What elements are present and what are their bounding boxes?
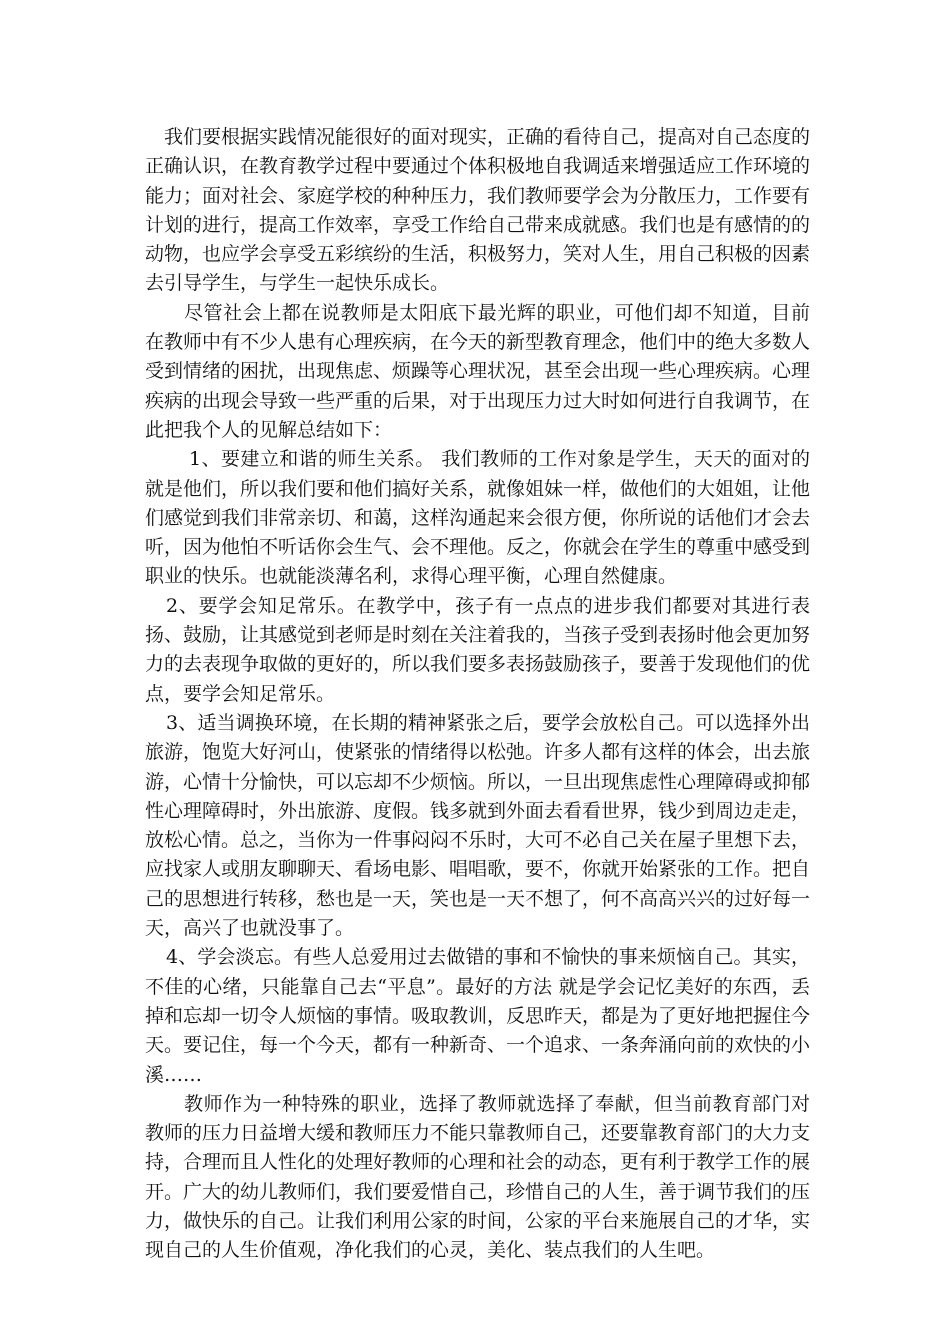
paragraph-item-1: 1、要建立和谐的师生关系。 我们教师的工作对象是学生，天天的面对的就是他们，所以我们要和他们搞好关系，就像姐妹一样，做他们的大姐姐，让他们感觉到我们非常亲切、和蔼，这样沟通起来会很方便，你所说的话他们才会去听，因为他怕不听话你会生气、会不理他。反之，你就会在学生的尊重中感受到职业的快乐。也就能淡薄名利，求得心理平衡，心理自然健康。 xyxy=(145,448,811,588)
paragraph-teacher-stress: 尽管社会上都在说教师是太阳底下最光辉的职业，可他们却不知道，目前在教师中有不少人患有心理疾病，在今天的新型教育理念，他们中的绝大多数人受到情绪的困扰，出现焦虑、烦躁等心理状况，甚至会出现一些心理疾病。心理疾病的出现会导致一些严重的后果，对于出现压力过大时如何进行自我调节，在此把我个人的见解总结如下： xyxy=(145,301,811,441)
paragraph-item-4: 4、学会淡忘。有些人总爱用过去做错的事和不愉快的事来烦恼自己。其实，不佳的心绪，只能靠自己去“平息”。最好的方法 就是学会记忆美好的东西，丢掉和忘却一切令人烦恼的事情。吸取教训，反思昨天，都是为了更好地把握住今天。要记住，每一个今天，都有一种新奇、一个追求、一条奔涌向前的欢快的小溪…… xyxy=(145,946,811,1086)
paragraph-conclusion: 教师作为一种特殊的职业，选择了教师就选择了奉献，但当前教育部门对教师的压力日益增大缓和教师压力不能只靠教师自己，还要靠教育部门的大力支持，合理而且人性化的处理好教师的心理和社会的动态，更有利于教学工作的展开。广大的幼儿教师们，我们要爱惜自己，珍惜自己的人生，善于调节我们的压力，做快乐的自己。让我们利用公家的时间，公家的平台来施展自己的才华，实现自己的人生价值观，净化我们的心灵，美化、装点我们的人生吧。 xyxy=(145,1092,811,1262)
document-body xyxy=(145,123,810,1266)
paragraph-item-3: 3、适当调换环境，在长期的精神紧张之后，要学会放松自己。可以选择外出旅游，饱览大好河山，使紧张的情绪得以松弛。许多人都有这样的体会，出去旅游，心情十分愉快，可以忘却不少烦恼。所以，一旦出现焦虑性心理障碍或抑郁性心理障碍时，外出旅游、度假。钱多就到外面去看看世界，钱少到周边走走，放松心情。总之，当你为一件事闷闷不乐时，大可不必自己关在屋子里想下去，应找家人或朋友聊聊天、看场电影、唱唱歌，要不，你就开始紧张的工作。把自己的思想进行转移，愁也是一天，笑也是一天不想了，何不高高兴兴的过好每一天，高兴了也就没事了。 xyxy=(145,711,811,940)
paragraph-item-2: 2、要学会知足常乐。在教学中，孩子有一点点的进步我们都要对其进行表扬、鼓励，让其感觉到老师是时刻在关注着我的，当孩子受到表扬时他会更加努力的去表现争取做的更好的，所以我们要多表扬鼓励孩子，要善于发现他们的优点，要学会知足常乐。 xyxy=(145,594,811,705)
paragraph-intro: 我们要根据实践情况能很好的面对现实，正确的看待自己，提高对自己态度的正确认识，在教育教学过程中要通过个体积极地自我调适来增强适应工作环境的能力；面对社会、家庭学校的种种压力，我们教师要学会为分散压力，工作要有计划的进行，提高工作效率，享受工作给自己带来成就感。我们也是有感情的的动物，也应学会享受五彩缤纷的生活，积极努力，笑对人生，用自己积极的因素去引导学生，与学生一起快乐成长。 xyxy=(145,126,811,295)
